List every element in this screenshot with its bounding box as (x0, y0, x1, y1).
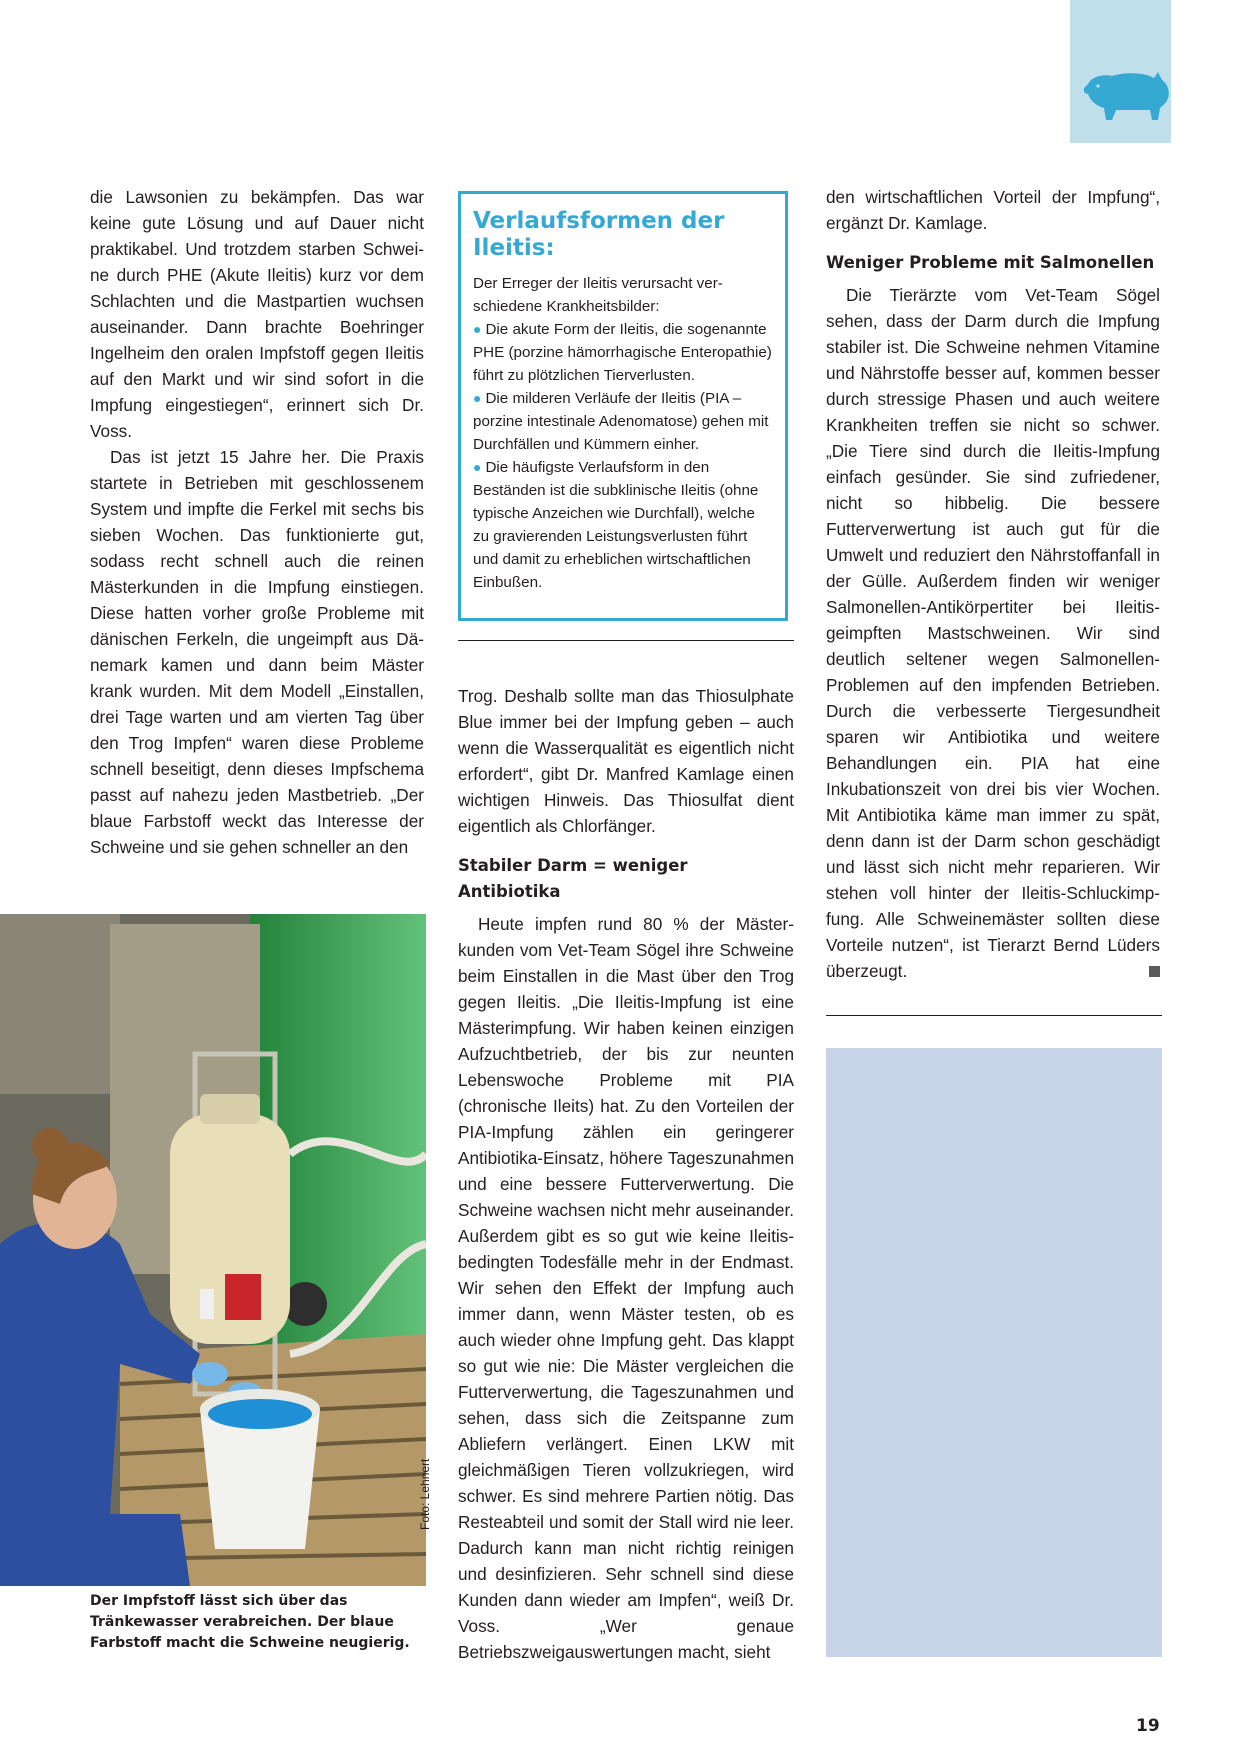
sidebar-box (826, 1048, 1162, 1657)
end-mark-icon (1149, 966, 1160, 977)
info-box-intro: Der Erreger der Ileitis verursacht verschiedene Krankheitsbilder: (473, 275, 723, 315)
divider (826, 1015, 1162, 1016)
bullet-dot-icon: ● (473, 390, 482, 406)
article-column-3 (826, 184, 1160, 984)
bullet-dot-icon: ● (473, 321, 482, 337)
page-number: 19 (1136, 1716, 1160, 1736)
info-box-bullet: ● Die häufigste Verlaufsform in den Beständen ist die subklinische Ileitis (ohne typische Anzeichen wie Durchfall), welche zu gravierenden Leistungsverlusten führt und damit zu erheblichen wirtschaftlichen Einbußen. (473, 459, 759, 591)
section-tab (1070, 0, 1171, 143)
photo-caption: Der Impfstoff lässt sich über das Tränkewasser verabreichen. Der blaue Farbstoff macht die Schweine neugierig. (90, 1593, 410, 1651)
article-column-2 (458, 683, 794, 1665)
photo-credit: Foto: Lehnert (418, 1458, 432, 1530)
paragraph: Die Tierärzte vom Vet-Team Sögel sehen, dass der Darm durch die Impfung stabiler ist. Die Schweine nehmen Vitamine und Nährstoffe besser auf, kommen besser durch stressige Phasen und auch weitere Krankheiten treffen sie nicht so schwer. „Die Tiere sind durch die Ileitis-Impfung einfach gesünder. Sie sind zufriedener, nicht so hibbelig. Die bessere Futterverwertung ist auch gut für die Umwelt und reduziert den Nährstoffanfall in der Gülle. Außerdem finden wir weniger Salmonellen-Antikörpertiter bei Ileitis-geimpften Mastschweinen. Wir sind deutlich seltener wegen Salmonellen-Problemen auf den impfenden Betrieben. Durch die verbesserte Tiergesundheit sparen wir Antibiotika und weitere Behandlungen ein. PIA hat eine Inkubationszeit von drei bis vier Wochen. Mit Antibiotika käme man immer zu spät, denn dann ist der Darm schon geschädigt und lässt sich nicht mehr reparieren. Wir stehen voll hinter der Ileitis-Schluckimpfung. Alle Schweinemäster sollten diese Vorteile nutzen“, ist Tierarzt Bernd Lüders überzeugt. (826, 285, 1160, 981)
article-column-1 (90, 184, 424, 860)
paragraph: den wirtschaftlichen Vorteil der Impfung“, ergänzt Dr. Kamlage. (826, 187, 1160, 233)
paragraph: die Lawsonien zu bekämpfen. Das war keine gute Lösung und auf Dauer nicht praktikabel. Und trotzdem starben Schweine durch PHE (Akute Ileitis) kurz vor dem Schlachten und die Mastpartien wuchsen auseinander. Dann brachte Boehringer Ingelheim den oralen Impfstoff gegen Ileitis auf den Markt und wir sind sofort in die Impfung eingestiegen“, erinnert sich Dr. Voss. (90, 187, 424, 441)
info-box-title: Verlaufsformen der Ileitis: (473, 208, 725, 261)
paragraph: Heute impfen rund 80 % der Mästerkunden vom Vet-Team Sögel ihre Schweine beim Einstallen in die Mast über den Trog gegen Ileitis. „Die Ileitis-Impfung ist eine Mästerimpfung. Wir haben keinen einzigen Aufzuchtbetrieb, der bis zur neunten Lebenswoche Probleme mit PIA (chronische Ileits) hat. Zu den Vorteilen der PIA-Impfung zählen ein geringerer Antibiotika-Einsatz, höhere Tageszunahmen und eine bessere Futterverwertung. Die Schweine wachsen nicht mehr auseinander. Außerdem gibt es so gut wie keine Ileitis-bedingten Todesfälle mehr in der Endmast. Wir sehen den Effekt der Impfung auch immer dann, wenn Mäster testen, ob es auch wieder ohne Impfung geht. Das klappt so gut wie nie: Die Mäster vergleichen die Futterverwertung, die Tageszunahmen und sehen, dass sich die Zeitspanne zum Abliefern verlängert. Einen LKW mit gleichmäßigen Tieren vollzukriegen, wird schwer. Es sind mehrere Partien nötig. Das Resteabteil und somit der Stall wird nie leer. Dadurch kann man nicht richtig reinigen und desinfizieren. Sehr schnell sind diese Kunden dann wieder am Impfen“, weiß Dr. Voss. „Wer genaue Betriebszweigauswertungen macht, sieht (458, 914, 794, 1662)
pig-icon (1082, 66, 1172, 126)
info-box-bullet: ● Die milderen Verläufe der Ileitis (PIA – porzine intestinale Adenomatose) gehen mit Durchfällen und Kümmern einher. (473, 390, 769, 453)
paragraph: Das ist jetzt 15 Jahre her. Die Praxis startete in Betrieben mit geschlossenem System und impfte die Ferkel mit sechs bis sieben Wochen. Das funktionierte gut, sodass recht schnell auch die reinen Mästerkunden in die Impfung einstiegen. Diese hatten vorher große Probleme mit dänischen Ferkeln, die ungeimpft aus Dänemark kamen und dann beim Mäster krank wurden. Mit dem Modell „Einstallen, drei Tage warten und am vierten Tag über den Trog Impfen“ waren diese Probleme schnell beseitigt, denn dieses Impfschema passt auf nahezu jeden Mastbetrieb. „Der blaue Farbstoff weckt das Interesse der Schweine und sie gehen schneller an den (90, 447, 424, 857)
info-box (458, 191, 788, 621)
divider (458, 640, 794, 641)
section-heading: Stabiler Darm = weniger Antibiotika (458, 856, 688, 901)
bullet-dot-icon: ● (473, 459, 482, 475)
article-photo (0, 914, 426, 1586)
info-box-bullet: ● Die akute Form der Ileitis, die sogenannte PHE (porzine hämorrhagische Enteropathie) führt zu plötzlichen Tierverlusten. (473, 321, 772, 384)
section-heading: Weniger Probleme mit Salmonellen (826, 253, 1155, 272)
paragraph: Trog. Deshalb sollte man das Thiosulphate Blue immer bei der Impfung geben – auch wenn die Wasserqualität es eigentlich nicht erfordert“, gibt Dr. Manfred Kamlage einen wichtigen Hinweis. Das Thiosulfat dient eigentlich als Chlorfänger. (458, 686, 794, 836)
